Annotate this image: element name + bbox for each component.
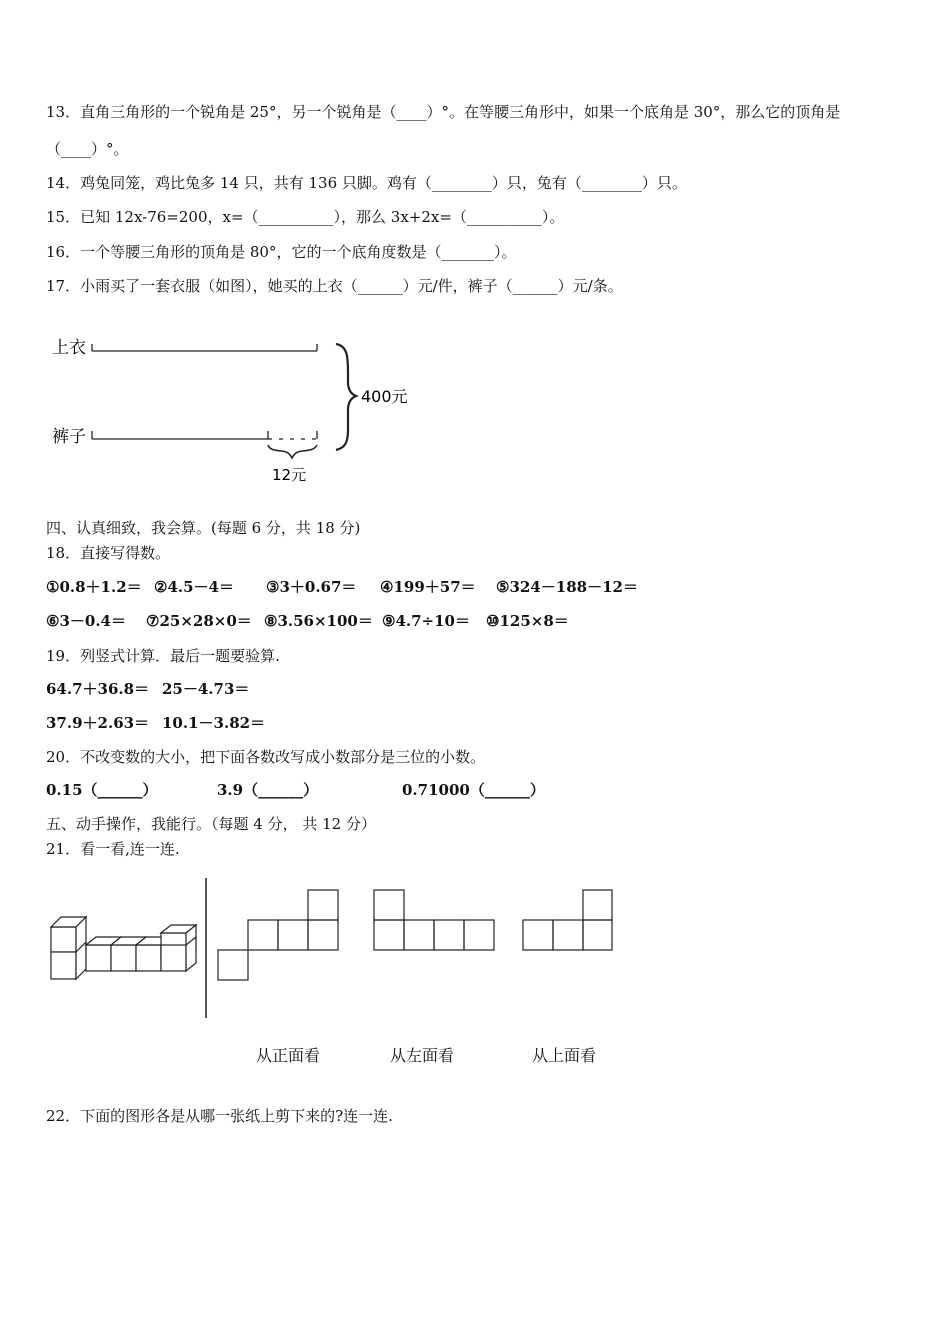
- q18-item-6: ⑥3－0.4＝: [46, 612, 126, 630]
- bottom-label: 裤子: [52, 427, 86, 447]
- cube-views-figure: [40, 870, 640, 1030]
- cube-solid-drawing: [51, 917, 196, 979]
- q18-item-10: ⑩125×8＝: [486, 612, 569, 630]
- q19-item-4: 10.1－3.82＝: [162, 714, 266, 732]
- q18-item-7: ⑦25×28×0＝: [146, 612, 252, 630]
- question-21-title: 21．看一看,连一连.: [46, 840, 180, 858]
- q20-item-3: 0.71000（______）: [402, 781, 545, 799]
- q19-item-2: 25－4.73＝: [162, 680, 250, 698]
- view-shape-a: [218, 890, 338, 980]
- question-19-title: 19．列竖式计算．最后一题要验算.: [46, 647, 280, 665]
- q19-item-3: 37.9＋2.63＝: [46, 714, 150, 732]
- total-label: 400元: [361, 387, 408, 406]
- q18-item-1: ①0.8＋1.2＝: [46, 578, 142, 596]
- question-17: 17．小雨买了一套衣服（如图），她买的上衣（______）元/件，裤子（______）元/条。: [46, 277, 623, 295]
- q18-item-9: ⑨4.7÷10＝: [382, 612, 470, 630]
- q18-item-8: ⑧3.56×100＝: [264, 612, 373, 630]
- q18-item-4: ④199＋57＝: [380, 578, 476, 596]
- top-label: 上衣: [52, 338, 86, 358]
- clothes-price-diagram: [40, 330, 420, 500]
- label-left-view: 从左面看: [390, 1046, 455, 1065]
- q19-item-1: 64.7＋36.8＝: [46, 680, 150, 698]
- q20-item-1: 0.15（______）: [46, 781, 158, 799]
- q18-item-2: ②4.5－4＝: [154, 578, 234, 596]
- view-shape-c: [523, 890, 612, 950]
- view-shape-b: [374, 890, 494, 950]
- q20-item-2: 3.9（______）: [217, 781, 319, 799]
- question-16: 16．一个等腰三角形的顶角是 80°，它的一个底角度数是（_______）。: [46, 243, 517, 261]
- question-13-line-1: 13．直角三角形的一个锐角是 25°，另一个锐角是（____）°。在等腰三角形中，如果一个底角是 30°，那么它的顶角是: [46, 103, 841, 121]
- label-front-view: 从正面看: [256, 1046, 321, 1065]
- question-14: 14．鸡兔同笼，鸡比兔多 14 只，共有 136 只脚。鸡有（________）只，兔有（________）只。: [46, 174, 687, 192]
- section-4-heading: 四、认真细致，我会算。(每题 6 分，共 18 分): [46, 519, 361, 537]
- section-5-heading: 五、动手操作，我能行。（每题 4 分， 共 12 分）: [46, 815, 376, 833]
- question-22: 22．下面的图形各是从哪一张纸上剪下来的?连一连.: [46, 1107, 393, 1125]
- difference-label: 12元: [272, 466, 307, 484]
- question-18-title: 18．直接写得数。: [46, 544, 171, 562]
- top-segment: [92, 344, 317, 351]
- bottom-segment: [92, 431, 317, 439]
- difference-brace: [268, 445, 317, 458]
- q18-item-5: ⑤324－188－12＝: [496, 578, 638, 596]
- total-brace: [336, 344, 356, 450]
- q18-item-3: ③3＋0.67＝: [266, 578, 357, 596]
- question-20-title: 20．不改变数的大小，把下面各数改写成小数部分是三位的小数。: [46, 748, 486, 766]
- label-top-view: 从上面看: [532, 1046, 597, 1065]
- question-13-line-2: （____）°。: [46, 140, 129, 158]
- question-15: 15．已知 12x-76=200，x=（__________），那么 3x+2x=（__________）。: [46, 208, 565, 226]
